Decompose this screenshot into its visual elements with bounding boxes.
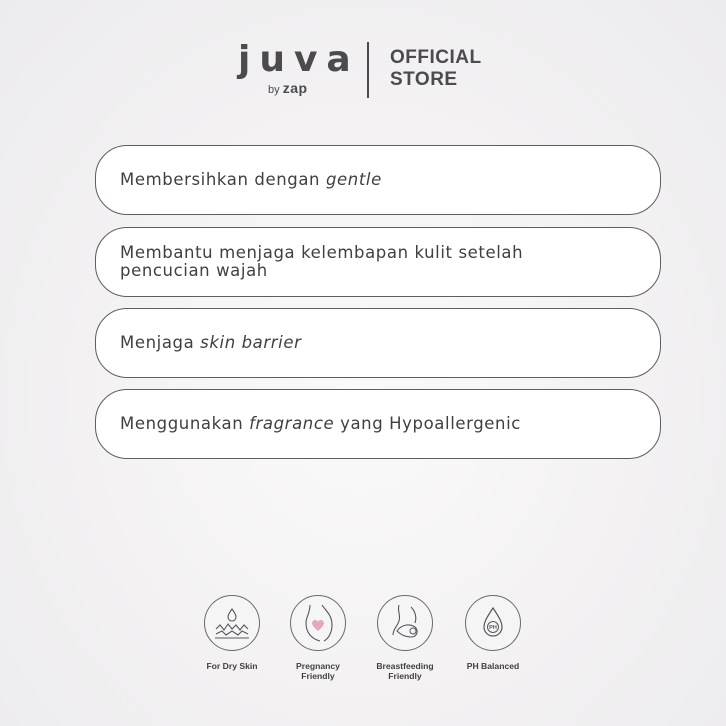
benefit-moisture	[95, 227, 661, 297]
benefit-text: Menjaga skin barrier	[120, 333, 302, 352]
store-line: STORE	[390, 69, 458, 90]
byline-prefix: by	[268, 84, 280, 96]
byline-brand: zap	[282, 80, 308, 96]
ph-drop-icon	[465, 595, 521, 651]
brand-divider	[367, 42, 369, 98]
benefit-text: Membersihkan dengan gentle	[120, 170, 382, 189]
benefit-text: Menggunakan fragrance yang Hypoallergenic	[120, 414, 521, 433]
official-line: OFFICIAL	[390, 47, 482, 68]
benefit-text: Membantu menjaga kelembapan kulit setelah pencucian wajah	[120, 243, 524, 280]
badge-label: Breastfeeding Friendly	[376, 661, 434, 681]
benefit-skin-barrier	[95, 308, 661, 378]
badge-dry-skin	[187, 595, 277, 671]
badge-ph-balanced	[448, 595, 538, 671]
brand-byline	[268, 80, 308, 96]
pregnancy-icon	[290, 595, 346, 651]
benefit-gentle	[95, 145, 661, 215]
svg-text:PH: PH	[489, 625, 497, 632]
brand-logo: juva	[238, 39, 360, 80]
brand-header	[236, 40, 496, 100]
breastfeeding-icon	[377, 595, 433, 651]
dry-skin-icon	[204, 595, 260, 651]
badge-label: For Dry Skin	[206, 661, 258, 671]
badge-breastfeeding	[360, 595, 450, 681]
badge-pregnancy	[273, 595, 363, 681]
badge-label: PH Balanced	[466, 661, 520, 671]
badge-label: Pregnancy Friendly	[296, 661, 340, 681]
benefit-fragrance	[95, 389, 661, 459]
official-store-label	[390, 47, 482, 91]
